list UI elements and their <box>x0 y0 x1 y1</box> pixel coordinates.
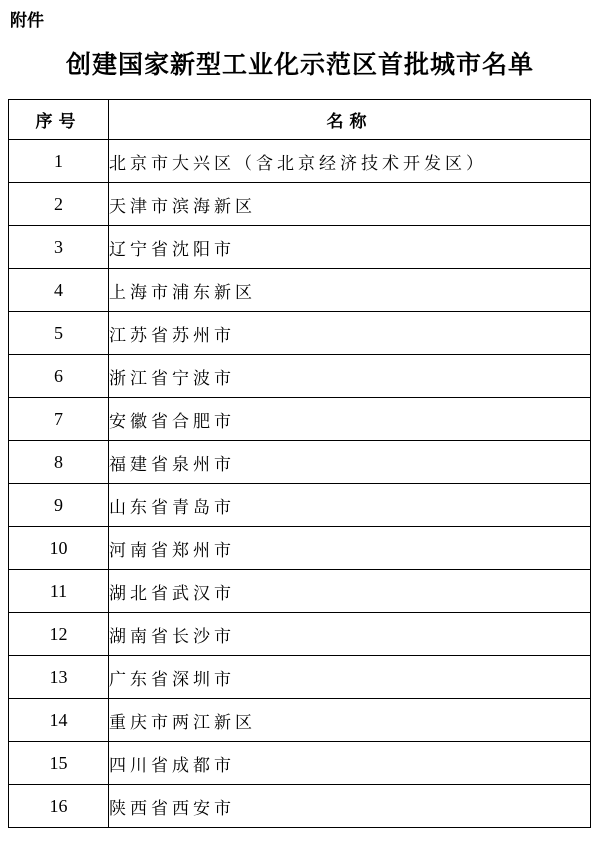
city-name: 浙江省宁波市 <box>109 355 591 398</box>
row-number: 10 <box>9 527 109 570</box>
row-number: 16 <box>9 785 109 828</box>
row-number: 1 <box>9 140 109 183</box>
city-name: 天津市滨海新区 <box>109 183 591 226</box>
row-number: 13 <box>9 656 109 699</box>
table-row <box>9 570 591 613</box>
city-name: 河南省郑州市 <box>109 527 591 570</box>
table-row <box>9 355 591 398</box>
city-name: 江苏省苏州市 <box>109 312 591 355</box>
table-header-name: 名称 <box>109 100 591 140</box>
page-title: 创建国家新型工业化示范区首批城市名单 <box>65 52 534 79</box>
table-row <box>9 699 591 742</box>
table-header-row <box>9 100 591 140</box>
table-row <box>9 140 591 183</box>
row-number: 6 <box>9 355 109 398</box>
table-row <box>9 398 591 441</box>
attachment-label: 附件 <box>10 11 44 30</box>
row-number: 2 <box>9 183 109 226</box>
table-row <box>9 312 591 355</box>
table-row <box>9 441 591 484</box>
row-number: 7 <box>9 398 109 441</box>
row-number: 12 <box>9 613 109 656</box>
city-name: 辽宁省沈阳市 <box>109 226 591 269</box>
city-name: 广东省深圳市 <box>109 656 591 699</box>
city-name: 湖南省长沙市 <box>109 613 591 656</box>
table-row <box>9 742 591 785</box>
table-header-no: 序号 <box>9 100 109 140</box>
table-row <box>9 226 591 269</box>
city-table <box>8 99 591 828</box>
row-number: 8 <box>9 441 109 484</box>
city-name: 山东省青岛市 <box>109 484 591 527</box>
table-row <box>9 484 591 527</box>
row-number: 5 <box>9 312 109 355</box>
city-name: 湖北省武汉市 <box>109 570 591 613</box>
row-number: 9 <box>9 484 109 527</box>
table-row <box>9 183 591 226</box>
city-name: 重庆市两江新区 <box>109 699 591 742</box>
city-name: 安徽省合肥市 <box>109 398 591 441</box>
row-number: 11 <box>9 570 109 613</box>
table-row <box>9 656 591 699</box>
city-name: 四川省成都市 <box>109 742 591 785</box>
row-number: 15 <box>9 742 109 785</box>
city-name: 陕西省西安市 <box>109 785 591 828</box>
table-row <box>9 613 591 656</box>
table-row <box>9 785 591 828</box>
city-name: 上海市浦东新区 <box>109 269 591 312</box>
city-name: 北京市大兴区（含北京经济技术开发区） <box>109 140 591 183</box>
row-number: 3 <box>9 226 109 269</box>
table-row <box>9 269 591 312</box>
row-number: 14 <box>9 699 109 742</box>
table-row <box>9 527 591 570</box>
row-number: 4 <box>9 269 109 312</box>
city-name: 福建省泉州市 <box>109 441 591 484</box>
